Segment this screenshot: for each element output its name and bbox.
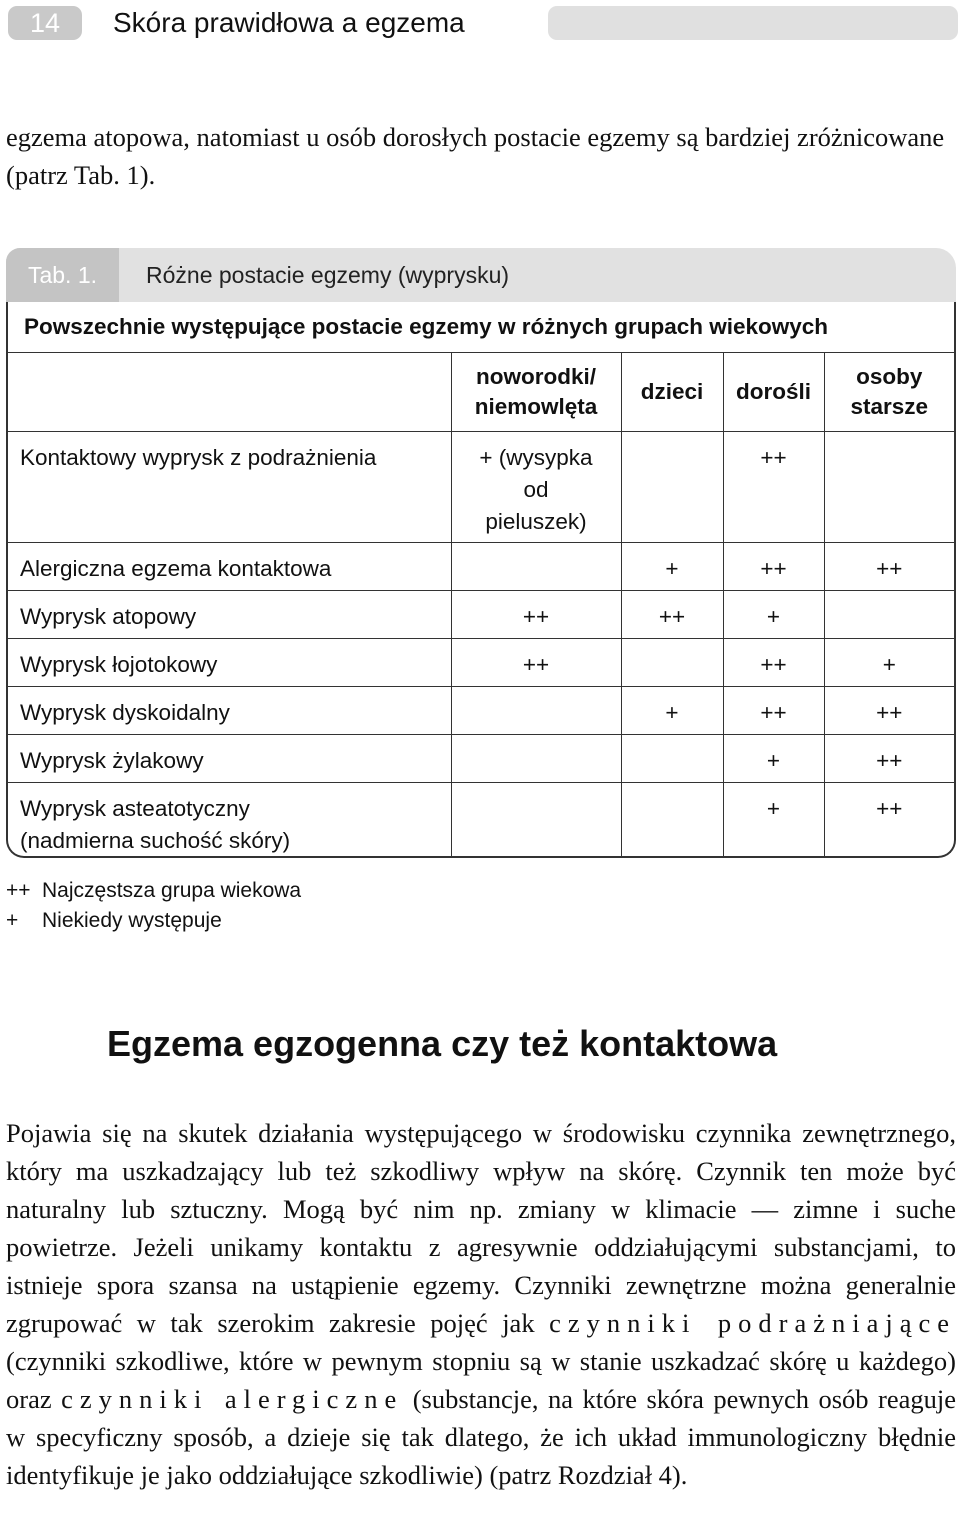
- legend-symbol: ++: [6, 879, 31, 902]
- legend-text: Najczęstsza grupa wiekowa: [42, 879, 302, 902]
- table-cell: ++: [451, 591, 621, 639]
- table-subheading: Powszechnie występujące postacie egzemy w różnych grupach wiekowych: [8, 302, 954, 353]
- table-caption-bar: [6, 248, 956, 302]
- row-label: Wyprysk atopowy: [8, 591, 451, 639]
- table-cell: ++: [824, 783, 954, 858]
- legend-symbol: +: [6, 909, 19, 932]
- table-cell: ++: [723, 687, 824, 735]
- row-label: Kontaktowy wyprysk z podrażnienia: [8, 432, 451, 543]
- row-label: Wyprysk dyskoidalny: [8, 687, 451, 735]
- emphasized-term: czynniki alergiczne: [61, 1384, 404, 1414]
- legend-item: [6, 876, 301, 906]
- running-title: Skóra prawidłowa a egzema: [113, 7, 465, 38]
- table-cell: + (wysypka od pieluszek): [451, 432, 621, 543]
- table-cell: [824, 591, 954, 639]
- table-cell: ++: [723, 639, 824, 687]
- table-cell: ++: [824, 543, 954, 591]
- section-heading: Egzema egzogenna czy też kontaktowa: [107, 1023, 778, 1064]
- table-row: [8, 783, 954, 858]
- table-cell: +: [621, 687, 723, 735]
- table-cell: [451, 783, 621, 858]
- column-header-adults: dorośli: [723, 353, 824, 432]
- table-cell: [621, 432, 723, 543]
- page-header: [0, 0, 960, 48]
- table-row: [8, 432, 954, 543]
- paragraph-text: (czynniki szkodliwe, które w pewnym stopniu są w stanie uszkadzać skórę u każdego) oraz: [6, 1346, 956, 1414]
- table-cell: [451, 687, 621, 735]
- table-cell: +: [723, 591, 824, 639]
- table-cell: [621, 639, 723, 687]
- table-label: Tab. 1.: [6, 248, 119, 302]
- table-cell: [621, 735, 723, 783]
- legend-item: [6, 906, 301, 936]
- legend-text: Niekiedy występuje: [42, 909, 222, 932]
- table-cell: +: [621, 543, 723, 591]
- row-label: Alergiczna egzema kontaktowa: [8, 543, 451, 591]
- table-cell: ++: [824, 735, 954, 783]
- page-number: 14: [8, 6, 82, 40]
- table-cell: +: [723, 783, 824, 858]
- table-cell: [621, 783, 723, 858]
- table-cell: ++: [824, 687, 954, 735]
- eczema-table: [6, 302, 956, 858]
- table-row: [8, 639, 954, 687]
- table-row: [8, 687, 954, 735]
- table-cell: ++: [723, 543, 824, 591]
- table-cell: ++: [451, 639, 621, 687]
- column-header-empty: [8, 353, 451, 432]
- table-cell: [824, 432, 954, 543]
- table-legend: [6, 876, 301, 936]
- paragraph-text: Pojawia się na skutek działania występującego w środowisku czynnika zewnętrznego, który ma uszkadzający lub też szkodliwy wpływ na skórę. Czynnik ten może być naturalny lub sztuczny. Mogą być nim np. zmiany w klimacie — zimne i suche powietrze. Jeżeli unikamy kontaktu z agresywnie oddziałującymi substancjami, to istnieje spora szansa na ustąpienie egzemy. Czynniki zewnętrzne można generalnie zgrupować w tak szerokim zakresie pojęć jak: [6, 1118, 956, 1338]
- table-cell: ++: [723, 432, 824, 543]
- table-cell: [451, 735, 621, 783]
- table-row: [8, 735, 954, 783]
- body-paragraph: [6, 1114, 956, 1494]
- table-cell: ++: [621, 591, 723, 639]
- table-cell: [451, 543, 621, 591]
- intro-paragraph: egzema atopowa, natomiast u osób dorosłych postacie egzemy są bardziej zróżnicowane (patrz Tab. 1).: [6, 122, 945, 190]
- row-label: Wyprysk asteatotyczny (nadmierna suchość skóry): [8, 783, 451, 858]
- column-header-children: dzieci: [621, 353, 723, 432]
- header-decoration-bar: [548, 6, 958, 40]
- column-header-newborns: noworodki/ niemowlęta: [451, 353, 621, 432]
- column-header-elderly: osoby starsze: [824, 353, 954, 432]
- emphasized-term: czynniki podrażniające: [549, 1308, 956, 1338]
- table-row: [8, 543, 954, 591]
- row-label: Wyprysk łojotokowy: [8, 639, 451, 687]
- paragraph-text: (substancje, na które skóra pewnych osób reaguje w specyficzny sposób, a dzieje się tak dlatego, że ich układ immunologiczny błędnie identyfikuje je jako oddziałujące szkodliwie) (patrz Rozdział 4).: [6, 1384, 956, 1490]
- table-row: [8, 591, 954, 639]
- table-caption: Różne postacie egzemy (wyprysku): [146, 262, 510, 288]
- table-cell: +: [824, 639, 954, 687]
- table-cell: +: [723, 735, 824, 783]
- row-label: Wyprysk żylakowy: [8, 735, 451, 783]
